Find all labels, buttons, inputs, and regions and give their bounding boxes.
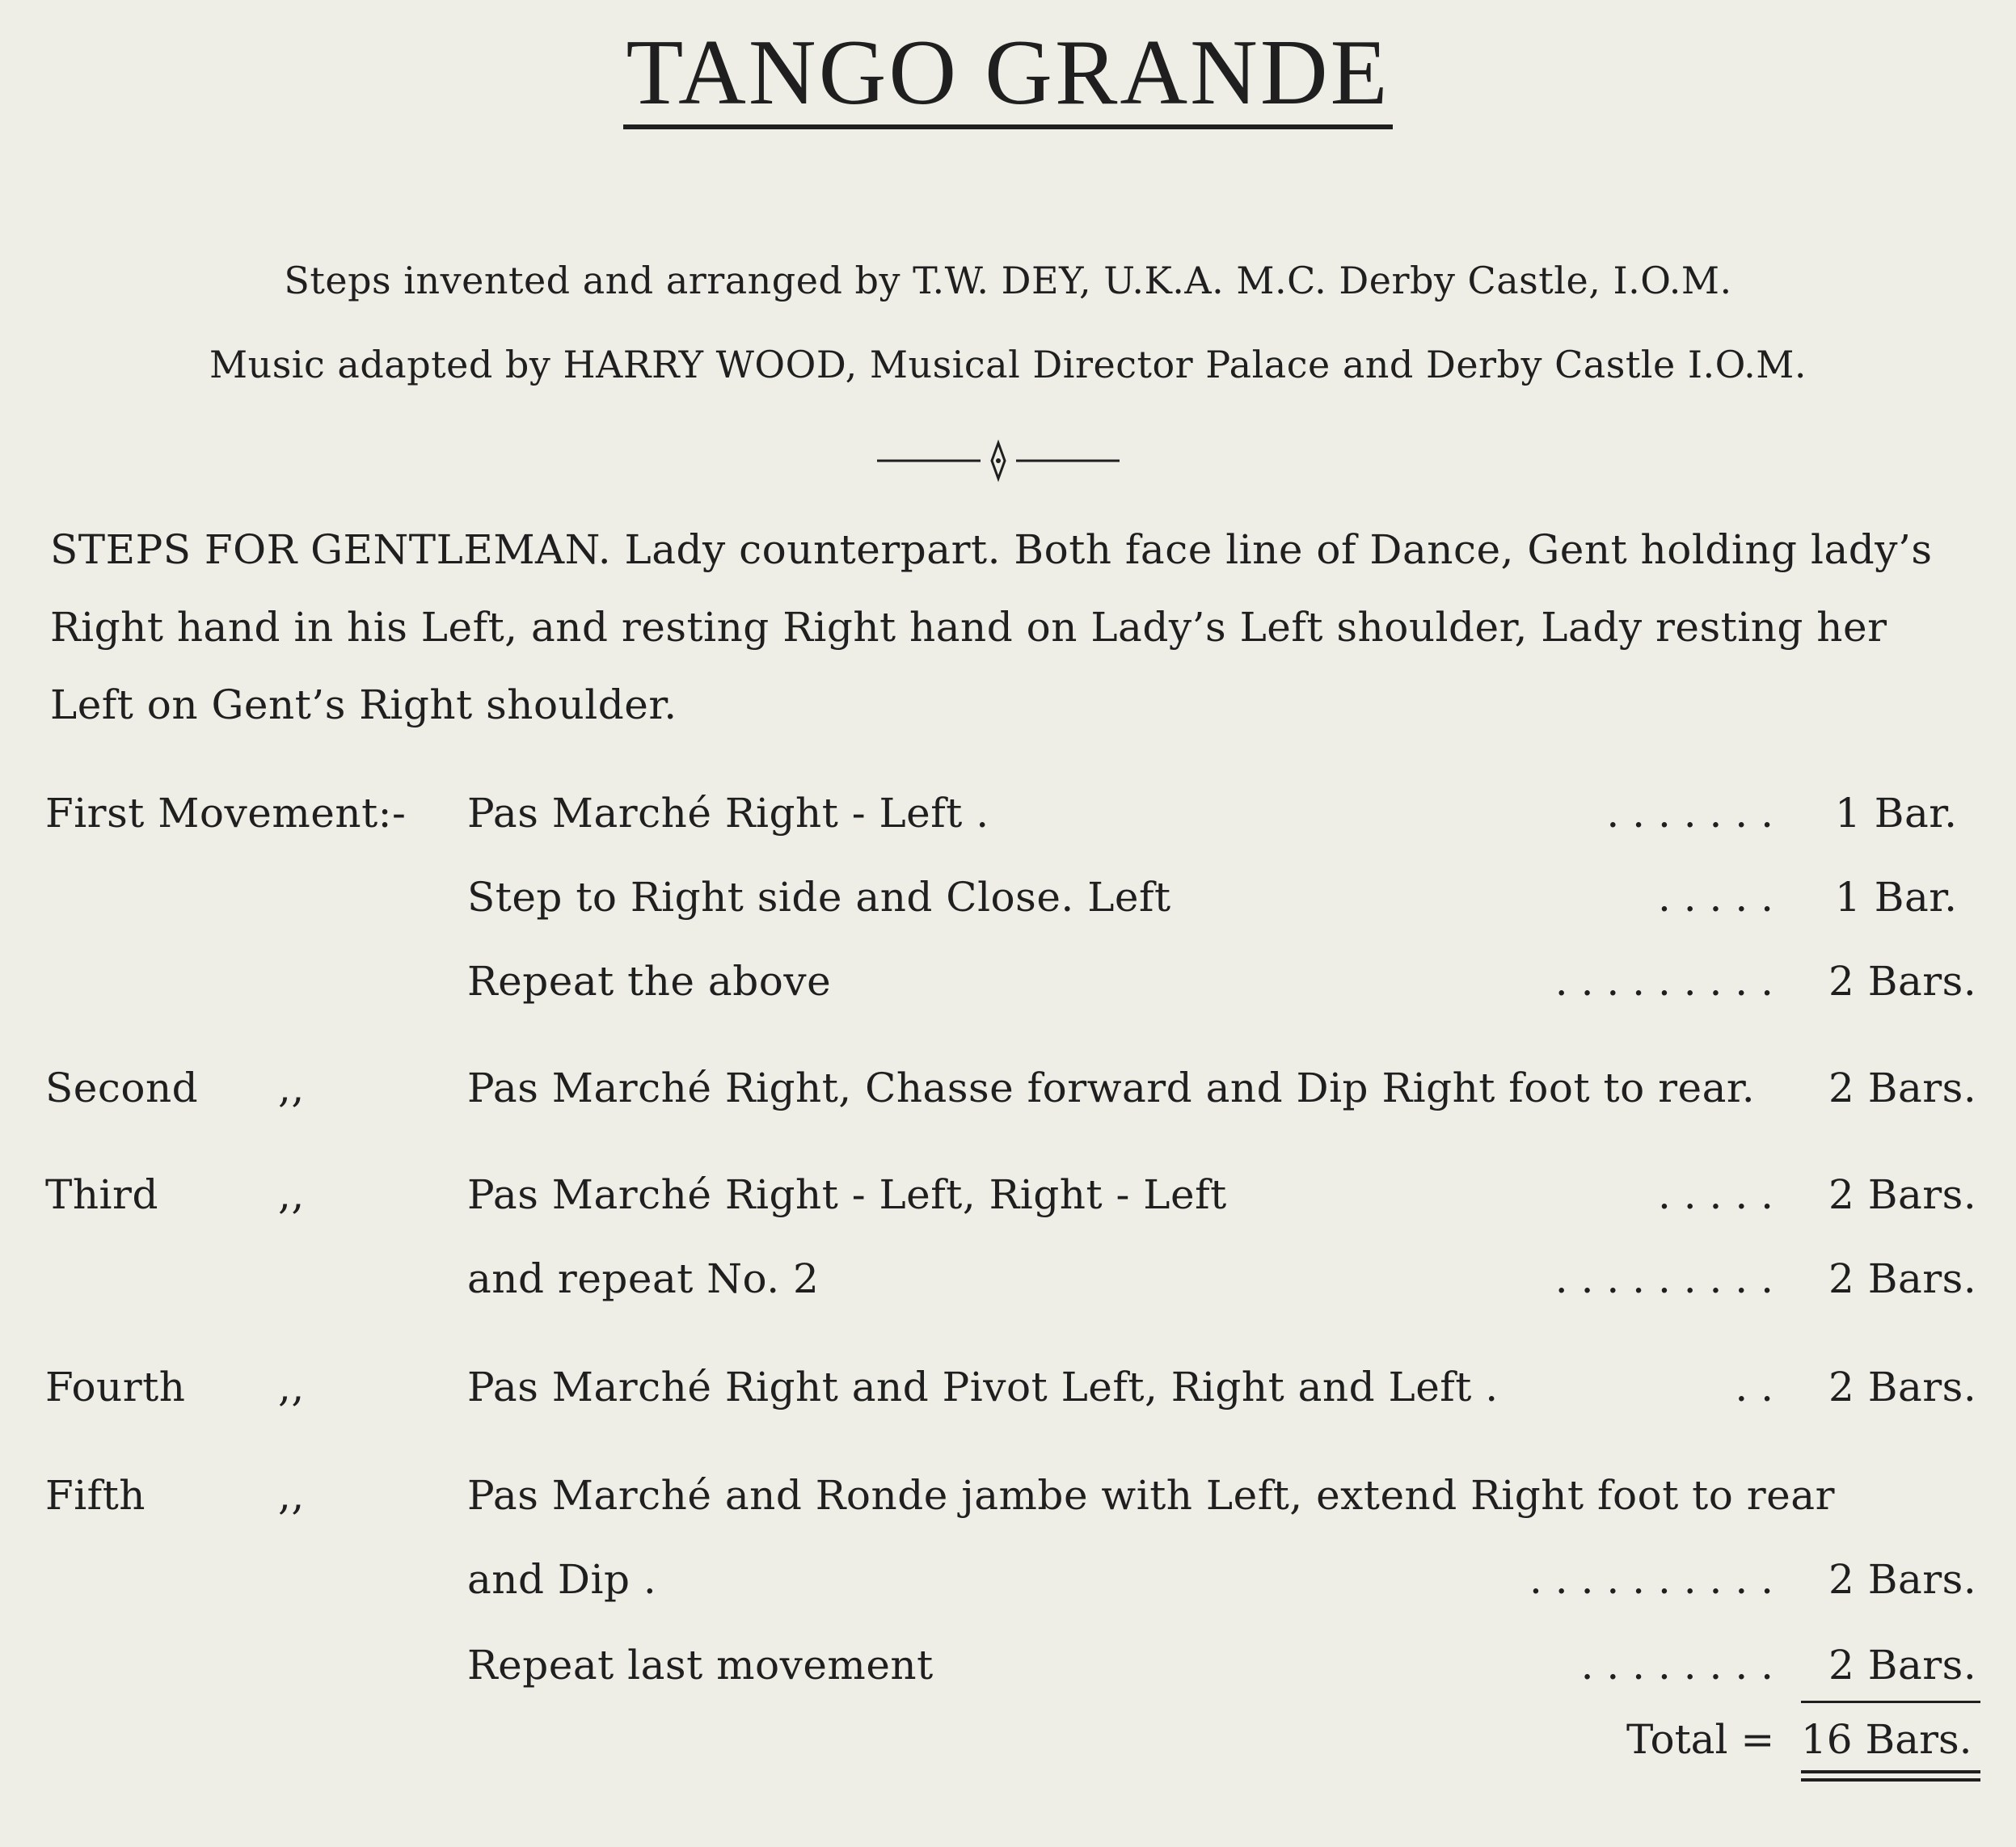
dot-leader: . . . . . [1657,1171,1773,1218]
dot-leader: . . . . . . . . . . [1529,1556,1773,1603]
dot-leader: . . . . . . . [1606,790,1773,837]
ditto-mark: ,, [278,1472,305,1519]
bar-count: 1 Bar. [1835,790,1958,837]
title-text: TANGO GRANDE [623,24,1394,129]
step-text: and repeat No. 2 [467,1255,820,1302]
step-row [0,949,2016,1014]
step-text: Pas Marché and Ronde jambe with Left, extend Right foot to rear [467,1472,1835,1519]
page-title [0,21,2016,129]
dot-leader: . . . . . [1657,874,1773,921]
dot-leader: . . . . . . . . . [1554,1255,1773,1302]
step-text: Repeat last movement [467,1642,934,1689]
divider-diamond-icon [877,436,1120,485]
ditto-mark: ,, [278,1364,305,1411]
bar-count: 2 Bars. [1828,1255,1977,1302]
step-text: Pas Marché Right, Chasse forward and Dip Right foot to rear. [467,1065,1756,1111]
step-row [0,1463,2016,1528]
movement-label: Second [45,1065,199,1111]
steps-credit: Steps invented and arranged by T.W. DEY, U.K.A. M.C. Derby Castle, I.O.M. [284,259,1732,302]
step-text: Pas Marché Right - Left, Right - Left [467,1171,1227,1218]
step-row [0,781,2016,845]
total-value: 16 Bars. [1801,1716,1972,1763]
total-double-rule [1801,1770,1980,1773]
step-row [0,1162,2016,1227]
movement-label: Fifth [45,1472,146,1519]
step-row [0,1355,2016,1419]
bar-count: 2 Bars. [1828,1556,1977,1603]
step-row [0,1547,2016,1612]
dot-leader: . . [1735,1364,1773,1411]
step-row [0,865,2016,930]
total-label: Total = [1626,1716,1775,1763]
bar-count: 2 Bars. [1828,1364,1977,1411]
total-rule-top [1801,1701,1980,1703]
step-row [0,1056,2016,1120]
bar-count: 2 Bars. [1828,1642,1977,1689]
movement-label: Fourth [45,1364,186,1411]
ditto-mark: ,, [278,1065,305,1111]
step-row [0,1633,2016,1697]
bar-count: 1 Bar. [1835,874,1958,921]
step-text: Pas Marché Right - Left . [467,790,989,837]
ditto-mark: ,, [278,1171,305,1218]
bar-count: 2 Bars. [1828,1065,1977,1111]
total-double-rule [1801,1778,1980,1782]
movement-label: Third [45,1171,158,1218]
step-text: Step to Right side and Close. Left [467,874,1171,921]
bar-count: 2 Bars. [1828,1171,1977,1218]
bar-count: 2 Bars. [1828,958,1977,1005]
intro-paragraph: STEPS FOR GENTLEMAN. Lady counterpart. Both face line of Dance, Gent holding lady’s Right hand in his Left, and resting Right hand on Lady’s Left shoulder, Lady resting her Left on Gent’s Right shoulder. [50,526,1933,728]
step-text: and Dip . [467,1556,657,1603]
step-text: Repeat the above [467,958,832,1005]
movement-label: First Movement:- [45,790,407,837]
dot-leader: . . . . . . . . [1580,1642,1773,1689]
step-text: Pas Marché Right and Pivot Left, Right and Left . [467,1364,1499,1411]
music-credit: Music adapted by HARRY WOOD, Musical Director Palace and Derby Castle I.O.M. [209,343,1807,386]
step-row [0,1246,2016,1311]
dot-leader: . . . . . . . . . [1554,958,1773,1005]
total-row [0,1707,2016,1772]
